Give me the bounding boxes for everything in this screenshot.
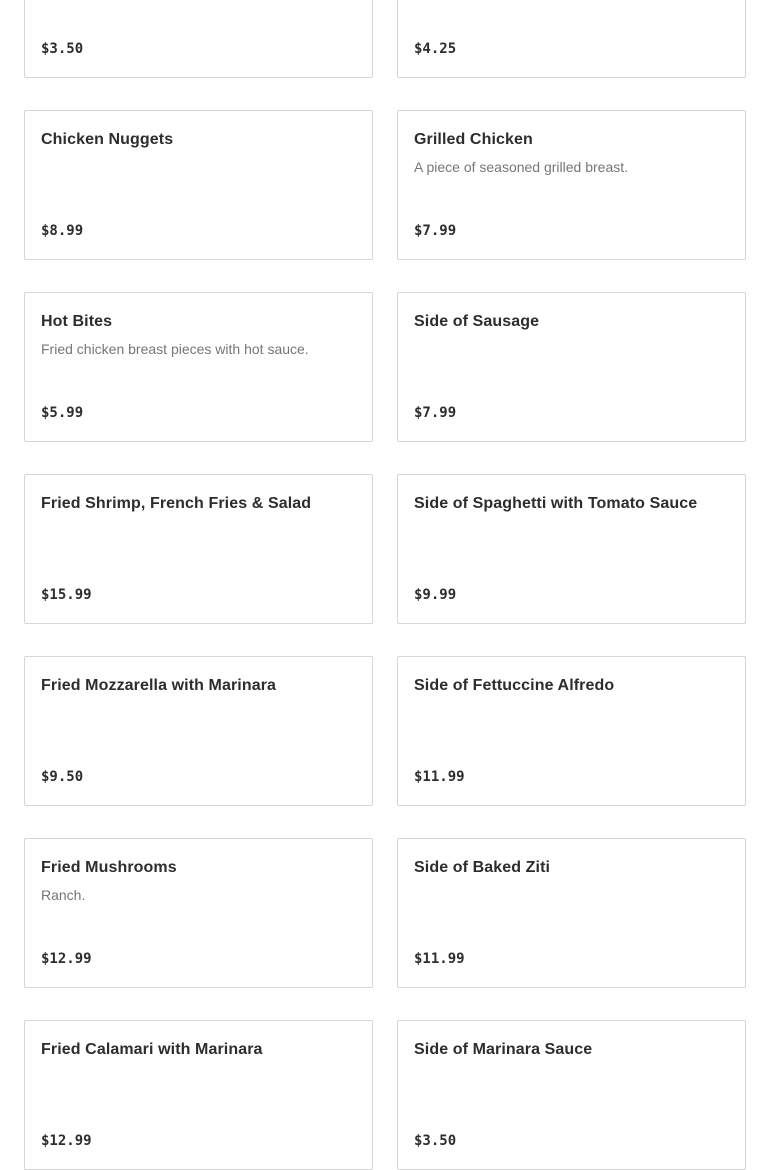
menu-item-card[interactable]	[397, 292, 746, 442]
menu-item-description: Ranch.	[41, 887, 86, 903]
menu-item-name: Fried Shrimp, French Fries & Salad	[41, 495, 312, 512]
menu-item-name: Fried Mozzarella with Marinara	[41, 677, 277, 694]
menu-item-price: $9.50	[41, 769, 84, 785]
menu-item-name: Fried Calamari with Marinara	[41, 1041, 263, 1058]
menu-item-card[interactable]	[397, 1020, 746, 1170]
menu-item-price: $12.99	[41, 1133, 92, 1149]
menu-item-card[interactable]	[24, 838, 373, 988]
menu-item-name: Side of Sausage	[414, 313, 540, 330]
menu-item-name: Hot Bites	[41, 313, 113, 330]
menu-item-description: Fried chicken breast pieces with hot sauce.	[41, 341, 309, 357]
menu-item-name: Grilled Chicken	[414, 131, 533, 148]
menu-item-price: $7.99	[414, 405, 457, 421]
menu-item-name: Chicken Nuggets	[41, 131, 174, 148]
menu-item-card[interactable]	[24, 292, 373, 442]
menu-item-card[interactable]	[24, 1020, 373, 1170]
menu-item-card[interactable]	[397, 474, 746, 624]
menu-item-card[interactable]	[24, 656, 373, 806]
menu-item-name: Side of Spaghetti with Tomato Sauce	[414, 495, 698, 512]
menu-item-price: $3.50	[414, 1133, 457, 1149]
menu-item-description: A piece of seasoned grilled breast.	[414, 159, 629, 175]
menu-item-price: $12.99	[41, 951, 92, 967]
menu-item-card[interactable]	[24, 110, 373, 260]
menu-item-name: Side of Marinara Sauce	[414, 1041, 593, 1058]
menu-item-price: $15.99	[41, 587, 92, 603]
menu-item-name: Side of Baked Ziti	[414, 859, 551, 876]
menu-item-price: $3.50	[41, 41, 84, 57]
menu-item-name: Fried Mushrooms	[41, 859, 177, 876]
menu-item-card[interactable]	[24, 474, 373, 624]
menu-item-card[interactable]	[397, 0, 746, 78]
menu-item-card[interactable]	[397, 838, 746, 988]
menu-item-price: $8.99	[41, 223, 84, 239]
menu-item-price: $5.99	[41, 405, 84, 421]
menu-item-name: Side of Fettuccine Alfredo	[414, 677, 615, 694]
menu-item-price: $7.99	[414, 223, 457, 239]
menu-item-price: $11.99	[414, 769, 465, 785]
menu-item-card[interactable]	[397, 110, 746, 260]
menu-item-price: $9.99	[414, 587, 457, 603]
menu-item-card[interactable]	[24, 0, 373, 78]
menu-item-price: $11.99	[414, 951, 465, 967]
menu-item-price: $4.25	[414, 41, 457, 57]
menu-items-grid	[24, 0, 746, 1170]
menu-item-card[interactable]	[397, 656, 746, 806]
